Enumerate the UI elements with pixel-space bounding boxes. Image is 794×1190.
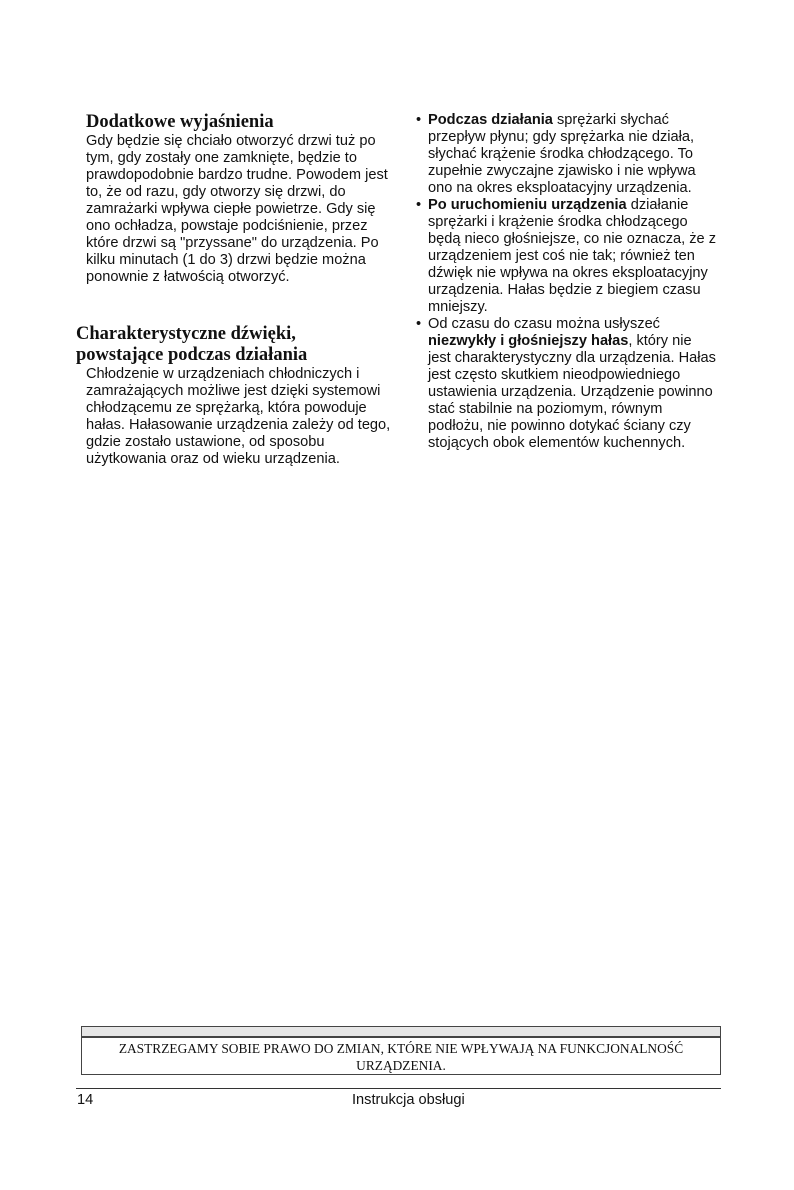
section-characteristic-sounds — [76, 324, 396, 468]
bullet-text: , który nie jest charakterystyczny dla urządzenia. Hałas jest często skutkiem nieodpowiedniego ustawienia urządzenia. Urządzenie powinno stać stabilnie na poziomym, równym podłożu, nie powinno dotykać ściany czy stojących obok elementów kuchennych. — [428, 333, 716, 451]
section-title-sounds-line1: Charakterystyczne dźwięki, — [76, 324, 296, 344]
bullet-text: działanie sprężarki i krążenie środka chłodzącego będą nieco głośniejsze, co nie oznacza, że z urządzeniem jest coś nie tak; również ten dźwięk nie wpływa na okres eksploatacyjny urządzenia. Hałas będzie z biegiem czasu mniejszy. — [428, 197, 716, 315]
footer-divider — [76, 1088, 721, 1089]
list-item — [416, 197, 716, 316]
left-column — [86, 112, 391, 286]
footer-document-title: Instrukcja obsługi — [352, 1092, 465, 1108]
page-number: 14 — [77, 1092, 94, 1108]
bullet-bold: niezwykły i głośniejszy hałas — [428, 333, 629, 349]
notice-shade-bar — [81, 1026, 721, 1037]
list-item — [416, 316, 716, 452]
section-title-additional-explanations: Dodatkowe wyjaśnienia — [86, 112, 274, 132]
list-item — [416, 112, 716, 197]
notice-line-1: ZASTRZEGAMY SOBIE PRAWO DO ZMIAN, KTÓRE NIE WPŁYWAJĄ NA FUNKCJONALNOŚĆ — [118, 1041, 684, 1056]
section-body-sounds: Chłodzenie w urządzeniach chłodniczych i zamrażających możliwe jest dzięki systemowi chłodzącemu ze sprężarką, która powoduje hałas. Hałasowanie urządzenia zależy od tego, gdzie zostało ustawione, od sposobu użytkowania oraz od wieku urządzenia. — [86, 366, 391, 467]
section-body-additional-explanations: Gdy będzie się chciało otworzyć drzwi tuż po tym, gdy zostały one zamknięte, będzie to prawdopodobnie bardzo trudne. Powodem jest to, że od razu, gdy otworzy się drzwi, do zamrażarki wpływa ciepłe powietrze. Gdy się ono ochładza, powstaje podciśnienie, przez które drzwi są "przyssane" do urządzenia. Po kilku minutach (1 do 3) drzwi będzie można ponownie z łatwością otworzyć. — [86, 133, 388, 285]
bullet-bold: Podczas działania — [428, 112, 553, 128]
right-column — [416, 112, 716, 452]
bullet-text: sprężarki słychać przepływ płynu; gdy sprężarka nie działa, słychać krążenie środka chłodzącego. To zupełnie zwyczajne zjawisko i nie wpływa ono na okres eksploatacyjny urządzenia. — [428, 112, 696, 196]
notice-box — [81, 1037, 721, 1075]
bullet-bold: Po uruchomieniu urządzenia — [428, 197, 627, 213]
notice-line-2: URZĄDZENIA. — [356, 1058, 446, 1073]
section-title-sounds-line2: powstające podczas działania — [76, 345, 308, 365]
sound-bullet-list — [416, 112, 716, 452]
bullet-text-before: Od czasu do czasu można usłyszeć — [428, 316, 660, 332]
